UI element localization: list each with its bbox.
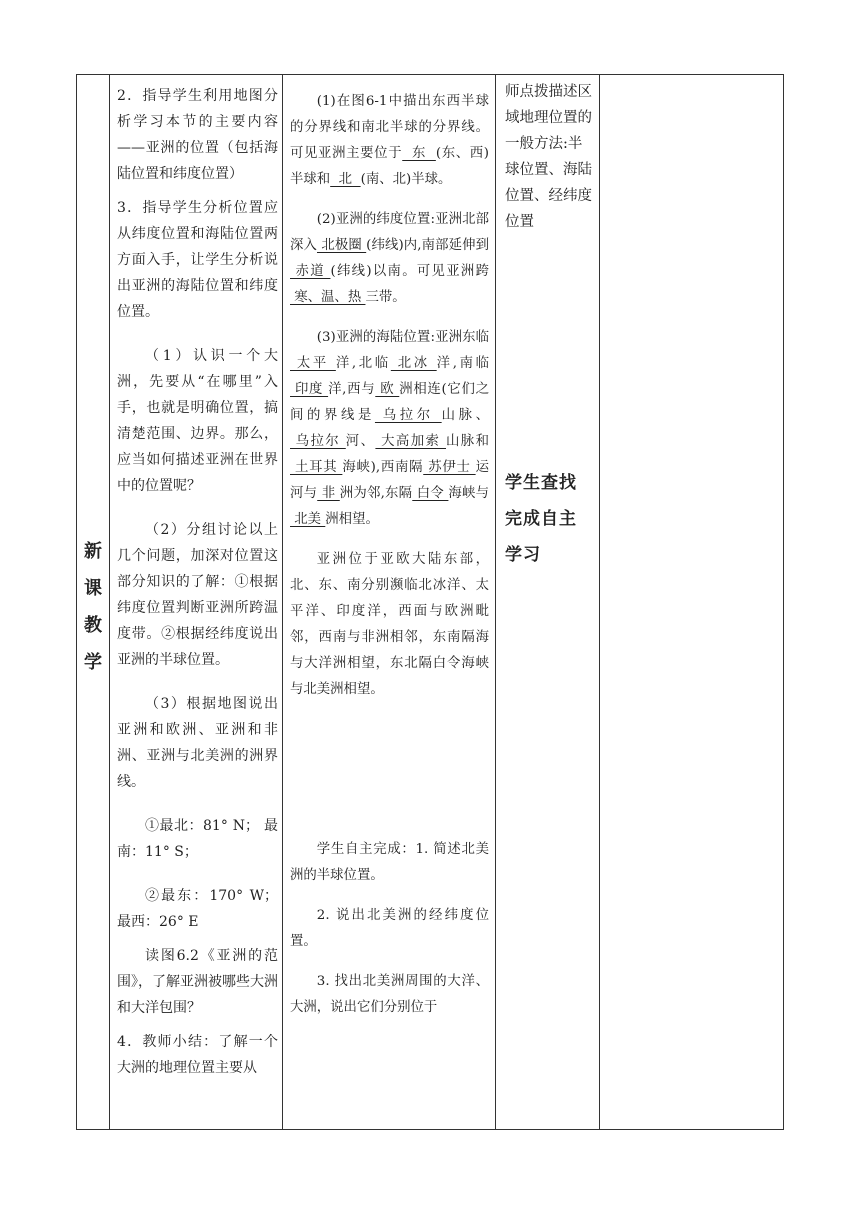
answer-blank: 印度 [290,382,329,397]
teacher-summary: 4．教师小结：了解一个大洲的地理位置主要从 [117,1034,278,1076]
teacher-step-3: 3．指导学生分析位置应从纬度位置和海陆位置两方面入手，让学生分析说出亚洲的海陆位置和纬度位置。 [117,200,278,320]
student-self-study-title: 学生查找完成自主学习 [505,473,577,565]
question-text: (3)亚洲的海陆位置:亚洲东临 [316,330,489,345]
hemisphere-question [290,89,489,193]
answer-blank: 大高加索 [375,434,446,449]
question-text: (2)亚洲的纬度位置:亚洲北部深入 [290,212,489,253]
self-study-task-3: 3. 找出北美洲周围的大洋、大洲，说出它们分别位于 [290,974,489,1015]
question-text: 山脉、 [441,408,490,423]
question-text: 海峡),西南隔 [342,460,424,475]
answer-blank: 北冰 [390,356,437,371]
answer-blank: 寒、温、热 [290,290,366,305]
design-notes-column [495,75,599,1129]
teacher-tip: 师点拨描述区域地理位置的一般方法:半球位置、海陆位置、经纬度位置 [505,84,592,230]
answer-blank: 赤道 [290,264,331,279]
answer-blank: 北美 [290,512,326,527]
question-text: 三带。 [365,290,406,305]
self-study-task-1: 学生自主完成：1. 简述北美洲的半球位置。 [290,842,489,883]
teacher-activity-column [109,75,282,1129]
teacher-question-2: （2）分组讨论以上几个问题，加深对位置这部分知识的了解：①根据纬度位置判断亚洲所跨温度带。②根据经纬度说出亚洲的半球位置。 [117,522,278,668]
self-study-task-2: 2. 说出北美洲的经纬度位置。 [290,908,489,949]
question-text: 海峡与 [448,486,490,501]
answer-blank: 北极圈 [316,238,367,253]
question-text: (纬线)内,南部延伸到 [366,238,489,253]
section-label-char: 课 [84,578,102,599]
question-text: 山脉和 [446,434,490,449]
question-text: 洲为邻,东隔 [339,486,413,501]
answer-blank: 白令 [412,486,449,501]
answer-blank: 东 [402,146,436,161]
map-reading-task: 读图6.2《亚洲的范围》，了解亚洲被哪些大洲和大洋包围？ [117,948,278,1016]
question-text: 运河与 [290,460,489,501]
answer-blank: 苏伊士 [423,460,476,475]
section-label-char: 新 [84,541,102,562]
question-text: 洋,西与 [328,382,376,397]
teacher-question-3: （3）根据地图说出亚洲和欧洲、亚洲和非洲、亚洲与北美洲的洲界线。 [117,696,278,790]
question-text: (东、西)半球和 [290,146,490,187]
question-text: 洋,北临 [335,356,391,371]
answer-blank: 土耳其 [290,460,343,475]
question-text: (南、北)半球。 [360,172,452,187]
question-text: (1)在图6-1中描出东西半球的分界线和南北半球的分界线。可见亚洲主要位于 [290,94,489,161]
section-label [77,533,109,681]
answer-blank: 欧 [375,382,400,397]
answer-blank: 太平 [290,356,336,371]
extreme-points-north-south: ①最北：81° N； 最南：11° S； [117,818,278,860]
lesson-table [76,74,784,1130]
asia-location-summary: 亚洲位于亚欧大陆东部，北、东、南分别濒临北冰洋、太平洋、印度洋，西面与欧洲毗邻，西南与非洲相邻，东南隔海与大洋洲相望，东北隔白令海峡与北美洲相望。 [290,552,489,697]
extreme-points-east-west: ②最东：170° W；最西：26° E [117,888,278,930]
student-activity-column [282,75,495,1129]
teacher-question-1: （1）认识一个大洲，先要从“在哪里”入手，也就是明确位置，搞清楚范围、边界。那么，应当如何描述亚洲在世界中的位置呢？ [117,348,278,494]
answer-blank: 乌拉尔 [290,434,346,449]
question-text: 洋,南临 [436,356,490,371]
answer-blank: 非 [317,486,340,501]
question-text: 洲相望。 [325,512,379,527]
latitude-question [290,207,489,311]
empty-column [599,75,785,1129]
section-label-char: 教 [84,615,102,636]
question-text: (纬线)以南。可见亚洲跨 [330,264,489,279]
section-label-char: 学 [84,652,102,673]
question-text: 洲相连(它们之间的界线是 [290,382,489,423]
question-text: 河、 [345,434,376,449]
section-column [77,75,109,1129]
answer-blank: 北 [330,172,361,187]
answer-blank: 乌拉尔 [374,408,442,423]
teacher-step-2: 2．指导学生利用地图分析学习本节的主要内容——亚洲的位置（包括海陆位置和纬度位置） [117,88,278,182]
sea-land-question [290,325,489,533]
